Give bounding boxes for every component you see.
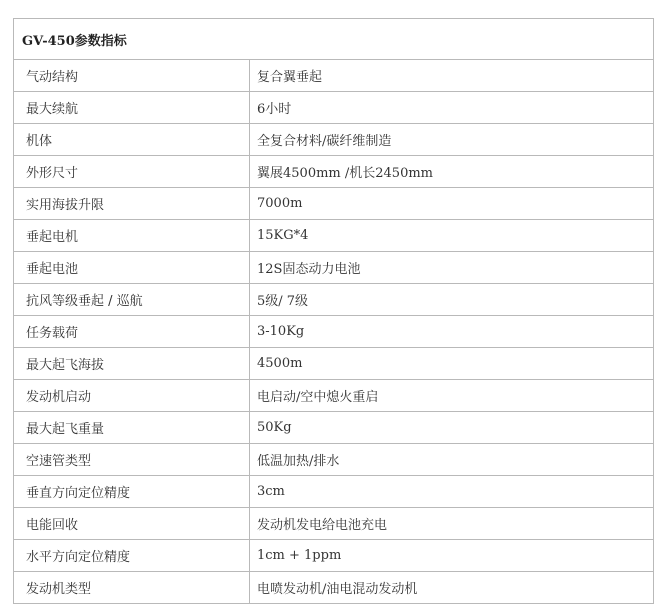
spec-label: 任务载荷 xyxy=(14,316,250,348)
spec-value: 全复合材料/碳纤维制造 xyxy=(250,124,654,156)
table-row xyxy=(14,348,654,380)
table-row xyxy=(14,476,654,508)
spec-value: 4500m xyxy=(250,348,654,380)
spec-label: 抗风等级垂起 / 巡航 xyxy=(14,284,250,316)
table-row xyxy=(14,220,654,252)
spec-label: 最大起飞重量 xyxy=(14,412,250,444)
spec-value: 15KG*4 xyxy=(250,220,654,252)
table-row xyxy=(14,380,654,412)
table-row xyxy=(14,540,654,572)
spec-label: 机体 xyxy=(14,124,250,156)
spec-label: 最大续航 xyxy=(14,92,250,124)
table-row xyxy=(14,444,654,476)
table-title-row xyxy=(14,19,654,60)
table-row xyxy=(14,92,654,124)
table-row xyxy=(14,316,654,348)
spec-label: 垂起电池 xyxy=(14,252,250,284)
table-row xyxy=(14,572,654,604)
table-title: GV-450参数指标 xyxy=(14,19,654,60)
spec-label: 最大起飞海拔 xyxy=(14,348,250,380)
spec-label: 外形尺寸 xyxy=(14,156,250,188)
spec-label: 垂直方向定位精度 xyxy=(14,476,250,508)
table-row xyxy=(14,124,654,156)
spec-value: 6小时 xyxy=(250,92,654,124)
spec-label: 气动结构 xyxy=(14,60,250,92)
spec-value: 12S固态动力电池 xyxy=(250,252,654,284)
table-row xyxy=(14,60,654,92)
table-row xyxy=(14,252,654,284)
spec-value: 1cm + 1ppm xyxy=(250,540,654,572)
spec-value: 3-10Kg xyxy=(250,316,654,348)
table-row xyxy=(14,284,654,316)
table-row xyxy=(14,156,654,188)
spec-value: 7000m xyxy=(250,188,654,220)
spec-label: 水平方向定位精度 xyxy=(14,540,250,572)
spec-value: 复合翼垂起 xyxy=(250,60,654,92)
table-row xyxy=(14,412,654,444)
spec-value: 5级/ 7级 xyxy=(250,284,654,316)
spec-value: 电启动/空中熄火重启 xyxy=(250,380,654,412)
spec-value: 50Kg xyxy=(250,412,654,444)
spec-label: 电能回收 xyxy=(14,508,250,540)
spec-label: 实用海拔升限 xyxy=(14,188,250,220)
spec-label: 发动机启动 xyxy=(14,380,250,412)
spec-label: 空速管类型 xyxy=(14,444,250,476)
table-row xyxy=(14,188,654,220)
spec-label: 发动机类型 xyxy=(14,572,250,604)
spec-value: 翼展4500mm /机长2450mm xyxy=(250,156,654,188)
spec-value: 3cm xyxy=(250,476,654,508)
spec-value: 发动机发电给电池充电 xyxy=(250,508,654,540)
spec-label: 垂起电机 xyxy=(14,220,250,252)
spec-table-body xyxy=(14,19,654,604)
spec-value: 低温加热/排水 xyxy=(250,444,654,476)
table-row xyxy=(14,508,654,540)
spec-table xyxy=(13,18,654,604)
spec-value: 电喷发动机/油电混动发动机 xyxy=(250,572,654,604)
